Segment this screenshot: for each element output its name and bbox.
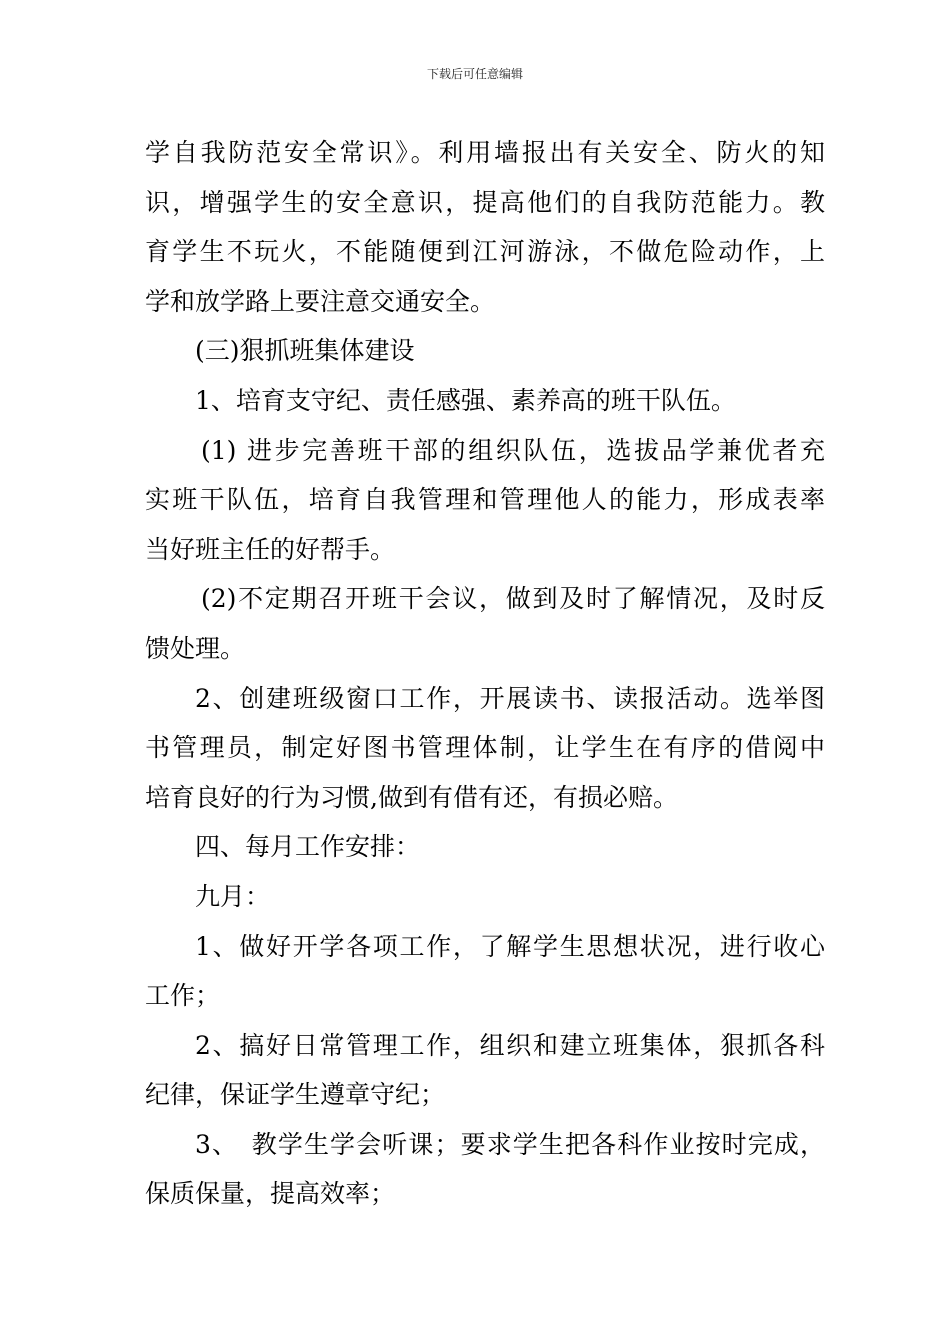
text-line: 学和放学路上要注意交通安全。 <box>145 286 496 316</box>
text-line: 实班干队伍，培育自我管理和管理他人的能力，形成表率 <box>145 485 825 515</box>
text-line: (2)不定期召开班干会议，做到及时了解情况，及时反 <box>201 584 825 614</box>
document-body <box>145 128 825 1219</box>
text-line: 培育良好的行为习惯,做到有借有还，有损必赔。 <box>145 782 678 812</box>
text-line: 1、做好开学各项工作，了解学生思想状况，进行收心 <box>195 931 825 961</box>
text-line: 保质保量，提高效率； <box>145 1179 396 1209</box>
text-line: 四、每月工作安排： <box>195 832 421 862</box>
text-line: (三)狠抓班集体建设 <box>195 336 415 366</box>
text-line: 九月： <box>195 881 271 911</box>
text-line: 2、搞好日常管理工作，组织和建立班集体，狠抓各科 <box>195 1030 825 1060</box>
text-line: 育学生不玩火，不能随便到江河游泳，不做危险动作，上 <box>145 237 825 267</box>
text-line: 工作； <box>145 981 221 1011</box>
text-line: 学自我防范安全常识》。利用墙报出有关安全、防火的知 <box>145 138 825 167</box>
page-header: 下载后可任意编辑 <box>426 67 523 81</box>
text-line: 识，增强学生的安全意识，提高他们的自我防范能力。教 <box>145 187 825 217</box>
text-line: 3、 教学生学会听课；要求学生把各科作业按时完成， <box>195 1129 825 1159</box>
text-line: 1、培育支守纪、责任感强、素养高的班干队伍。 <box>195 385 736 415</box>
text-line: (1) 进步完善班干部的组织队伍，选拔品学兼优者充 <box>201 435 825 465</box>
text-line: 当好班主任的好帮手。 <box>145 534 396 564</box>
text-line: 2、创建班级窗口工作，开展读书、读报活动。选举图 <box>195 683 825 713</box>
text-line: 书管理员，制定好图书管理体制，让学生在有序的借阅中 <box>145 733 825 763</box>
text-line: 馈处理。 <box>145 633 246 663</box>
text-line: 纪律，保证学生遵章守纪； <box>145 1080 446 1110</box>
